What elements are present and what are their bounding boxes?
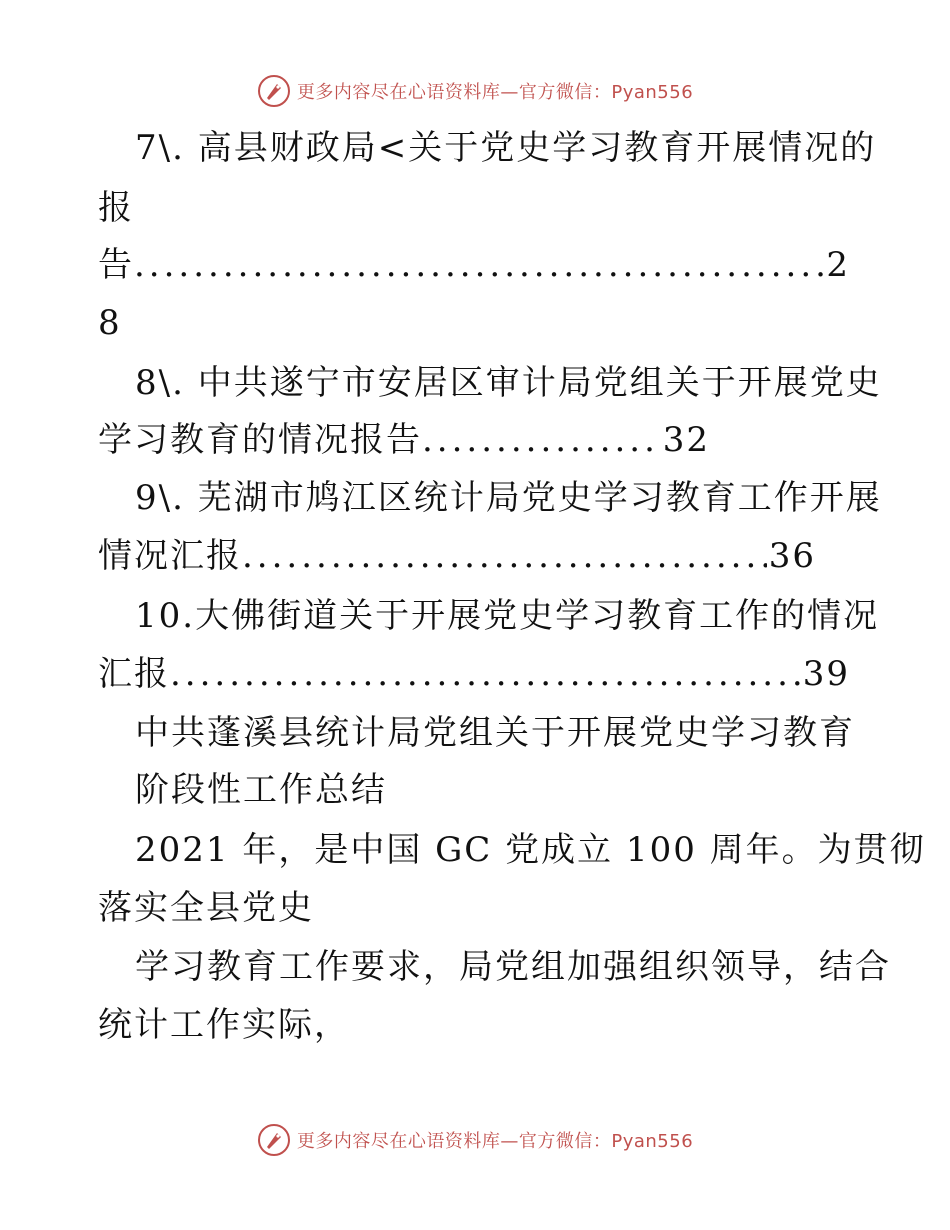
toc-entry-8-line1: 8\. 中共遂宁市安居区审计局党组关于开展党史 — [135, 363, 882, 403]
toc-entry-7-text: 告 — [98, 245, 134, 285]
pen-nib-logo-icon — [257, 1123, 291, 1157]
article-title-line2: 阶段性工作总结 — [135, 770, 387, 810]
toc-entry-9-line1: 9\. 芜湖市鸠江区统计局党史学习教育工作开展 — [135, 478, 882, 518]
toc-entry-9-text: 情况汇报 — [98, 536, 242, 576]
toc-entry-10-leader — [98, 654, 850, 694]
paragraph-1-line1: 2021 年，是中国 GC 党成立 100 周年。为贯彻 — [135, 830, 926, 870]
toc-entry-8-page: 32 — [662, 420, 710, 460]
toc-leader-dots — [242, 536, 767, 576]
toc-entry-10-line1: 10.大佛街道关于开展党史学习教育工作的情况 — [135, 596, 880, 636]
toc-entry-10-page: 39 — [802, 654, 850, 694]
toc-entry-7-line1: 7\. 高县财政局<关于党史学习教育开展情况的 — [135, 128, 877, 168]
toc-entry-9-page: 36 — [768, 536, 816, 576]
watermark-text: 更多内容尽在心语资料库—官方微信：Pyan556 — [296, 82, 694, 103]
toc-entry-10-text: 汇报 — [98, 654, 170, 694]
toc-leader-dots — [422, 420, 661, 460]
watermark-footer — [0, 1122, 950, 1158]
toc-entry-7-page: 2 — [826, 245, 850, 285]
watermark-text: 更多内容尽在心语资料库—官方微信：Pyan556 — [296, 1131, 694, 1152]
toc-entry-7-line4: 8 — [98, 303, 122, 343]
toc-entry-7-leader — [98, 245, 850, 285]
article-title-line1: 中共蓬溪县统计局党组关于开展党史学习教育 — [135, 713, 855, 753]
paragraph-1-line2: 落实全县党史 — [98, 888, 314, 928]
toc-entry-9-leader — [98, 536, 816, 576]
toc-entry-7-line2: 报 — [98, 188, 134, 228]
toc-leader-dots — [170, 654, 801, 694]
toc-leader-dots — [134, 245, 824, 285]
toc-entry-8-text: 学习教育的情况报告 — [98, 420, 422, 460]
toc-entry-8-leader — [98, 420, 710, 460]
paragraph-2-line1: 学习教育工作要求，局党组加强组织领导，结合 — [135, 947, 891, 987]
paragraph-2-line2: 统计工作实际， — [98, 1005, 350, 1045]
